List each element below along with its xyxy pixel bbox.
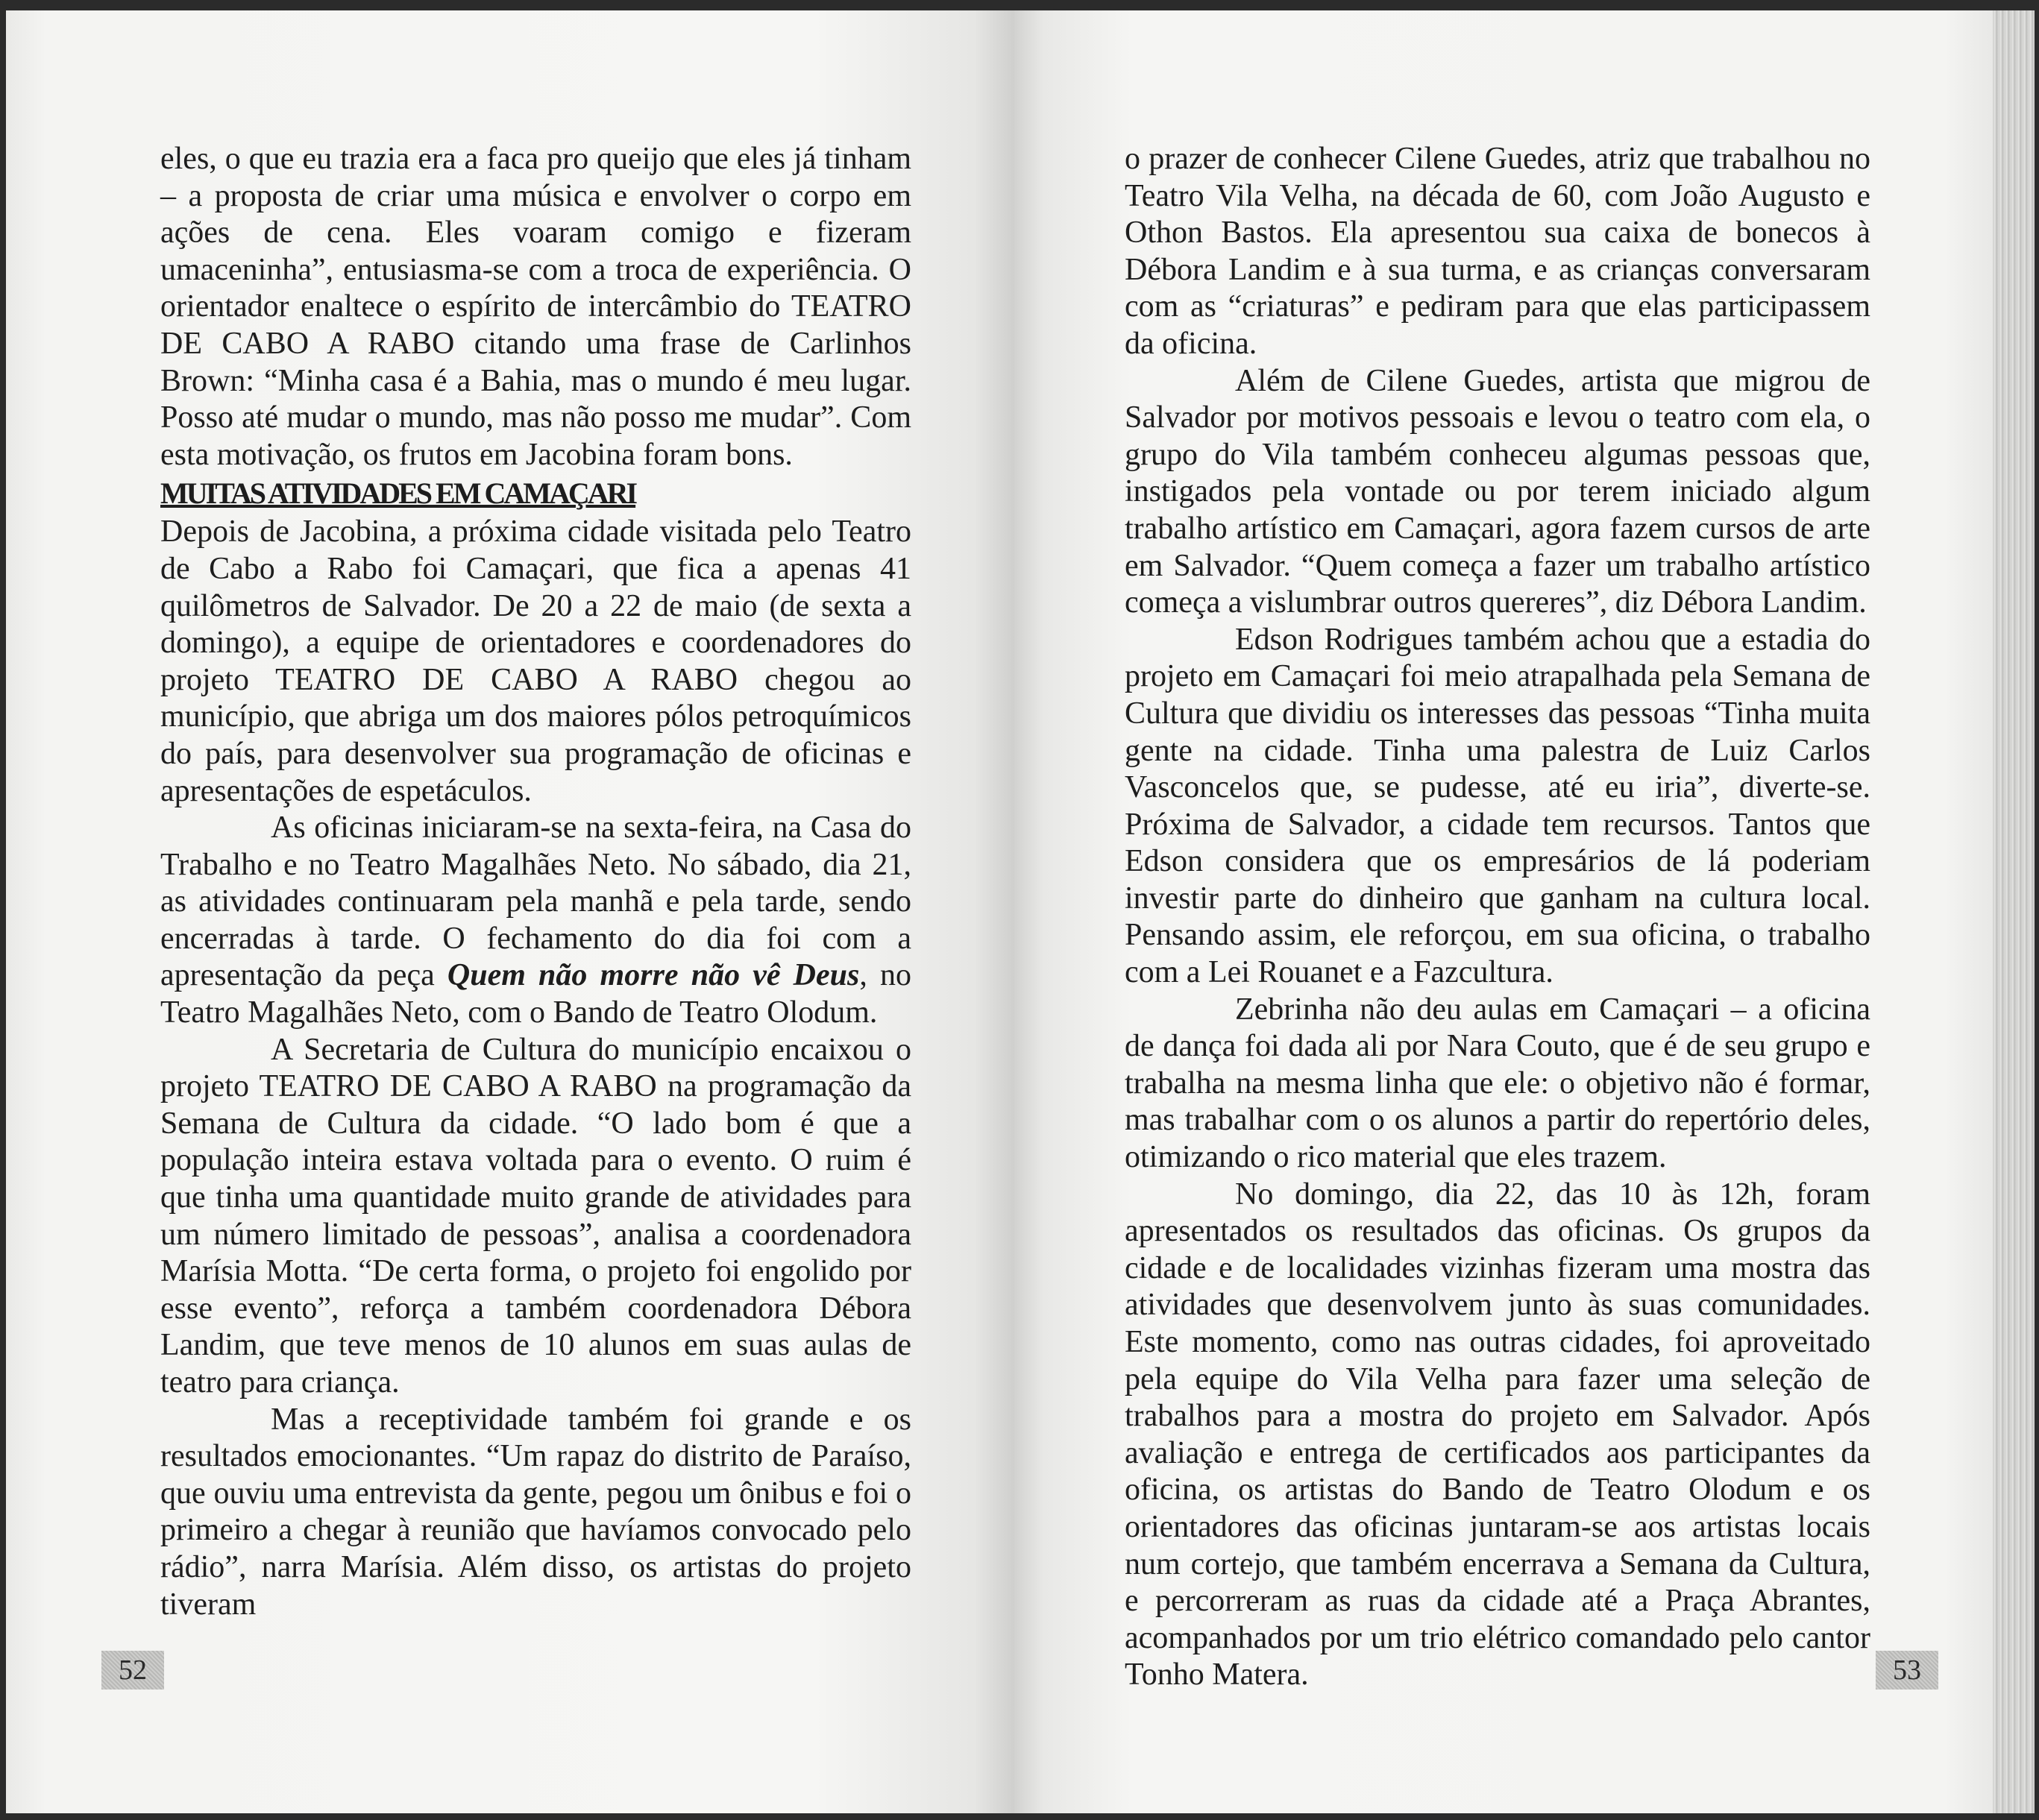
right-page: [1014, 10, 1993, 1813]
paragraph: No domingo, dia 22, das 10 às 12h, foram apresentados os resultados das oficinas. Os grupos da cidade e de localidades vizinhas fizeram uma mostra das atividades que desenvolvem junto às suas comunidades. Este momento, como nas outras cidades, foi aproveitado pela equipe do Vila Velha para fazer uma seleção de trabalhos para a mostra do projeto em Salvador. Após avaliação e entrega de certificados aos participantes da oficina, os artistas do Bando de Teatro Olodum e os orientadores das oficinas juntaram-se aos artistas locais num cortejo, que também encerrava a Semana da Cultura, e percorreram as ruas da cidade até a Praça Abrantes, acompanhados por um trio elétrico comandado pelo cantor Tonho Matera.: [1125, 1177, 1870, 1693]
paragraph: [160, 810, 911, 1032]
page-edges: [1993, 10, 2035, 1813]
play-title: Quem não morre não vê Deus: [447, 958, 860, 993]
paragraph-text: As oficinas iniciaram-se na sexta-feira, na Casa do Trabalho e no Teatro Magalhães Neto. No sábado, dia 21, as atividades continuaram pela manhã e pela tarde, sendo encerradas à tarde. O fechamento do dia foi com a apresentação da peça: [160, 810, 911, 993]
paragraph: Edson Rodrigues também achou que a estadia do projeto em Camaçari foi meio atrapalhada pela Semana de Cultura que dividiu os interesses das pessoas “Tinha muita gente na cidade. Tinha uma palestra de Luiz Carlos Vasconcelos que, se pudesse, até eu iria”, diverte-se. Próxima de Salvador, a cidade tem recursos. Tantos que Edson considera que os empresários de lá poderiam investir parte do dinheiro que ganham na cultura local. Pensando assim, ele reforçou, em sua oficina, o trabalho com a Lei Rouanet e a Fazcultura.: [1125, 622, 1870, 990]
page-number: 52: [101, 1651, 164, 1690]
paragraph: Zebrinha não deu aulas em Camaçari – a oficina de dança foi dada ali por Nara Couto, que é de seu grupo e trabalha na mesma linha que ele: o objetivo não é formar, mas trabalhar com o os alunos a partir do repertório deles, otimizando o rico material que eles trazem.: [1125, 992, 1870, 1175]
paragraph: Além de Cilene Guedes, artista que migrou de Salvador por motivos pessoais e levou o teatro com ela, o grupo do Vila também conheceu algumas pessoas que, instigados pela vontade ou por terem iniciado algum trabalho artístico em Camaçari, agora fazem cursos de arte em Salvador. “Quem começa a fazer um trabalho artístico começa a vislumbrar outros quereres”, diz Débora Landim.: [1125, 363, 1870, 620]
page-number: 53: [1876, 1651, 1938, 1690]
paragraph: Depois de Jacobina, a próxima cidade visitada pelo Teatro de Cabo a Rabo foi Camaçari, que fica a apenas 41 quilômetros de Salvador. De 20 a 22 de maio (de sexta a domingo), a equipe de orientadores e coordenadores do projeto TEATRO DE CABO A RABO chegou ao município, que abriga um dos maiores pólos petroquímicos do país, para desenvolver sua programação de oficinas e apresentações de espetáculos.: [160, 514, 911, 808]
paragraph-text: , no Teatro Magalhães Neto, com o Bando de Teatro Olodum.: [160, 958, 911, 1030]
paragraph: o prazer de conhecer Cilene Guedes, atriz que trabalhou no Teatro Vila Velha, na década de 60, com João Augusto e Othon Bastos. Ela apresentou sua caixa de bonecos à Débora Landim e à sua turma, e as crianças conversaram com as “criaturas” e pediram para que elas participassem da oficina.: [1125, 142, 1870, 361]
section-heading: MUITAS ATIVIDADES EM CAMAÇARI: [160, 476, 636, 511]
paragraph: A Secretaria de Cultura do município encaixou o projeto TEATRO DE CABO A RABO na programação da Semana de Cultura da cidade. “O lado bom é que a população inteira estava voltada para o evento. O ruim é que tinha uma quantidade muito grande de atividades para um número limitado de pessoas”, analisa a coordenadora Marísia Motta. “De certa forma, o projeto foi engolido por esse evento”, reforça a também coordenadora Débora Landim, que teve menos de 10 alunos em suas aulas de teatro para criança.: [160, 1032, 911, 1399]
left-page: [6, 10, 1014, 1813]
right-page-text: [1125, 141, 1870, 1694]
left-page-text: [160, 141, 911, 1623]
paragraph: eles, o que eu trazia era a faca pro queijo que eles já tinham – a proposta de criar uma música e envolver o corpo em ações de cena. Eles voaram comigo e fizeram umaceninha”, entusiasma-se com a troca de experiência. O orientador enaltece o espírito de intercâmbio do TEATRO DE CABO A RABO citando uma frase de Carlinhos Brown: “Minha casa é a Bahia, mas o mundo é meu lugar. Posso até mudar o mundo, mas não posso me mudar”. Com esta motivação, os frutos em Jacobina foram bons.: [160, 142, 911, 472]
paragraph: Mas a receptividade também foi grande e os resultados emocionantes. “Um rapaz do distrito de Paraíso, que ouviu uma entrevista da gente, pegou um ônibus e foi o primeiro a chegar à reunião que havíamos convocado pelo rádio”, narra Marísia. Além disso, os artistas do projeto tiveram: [160, 1402, 911, 1622]
